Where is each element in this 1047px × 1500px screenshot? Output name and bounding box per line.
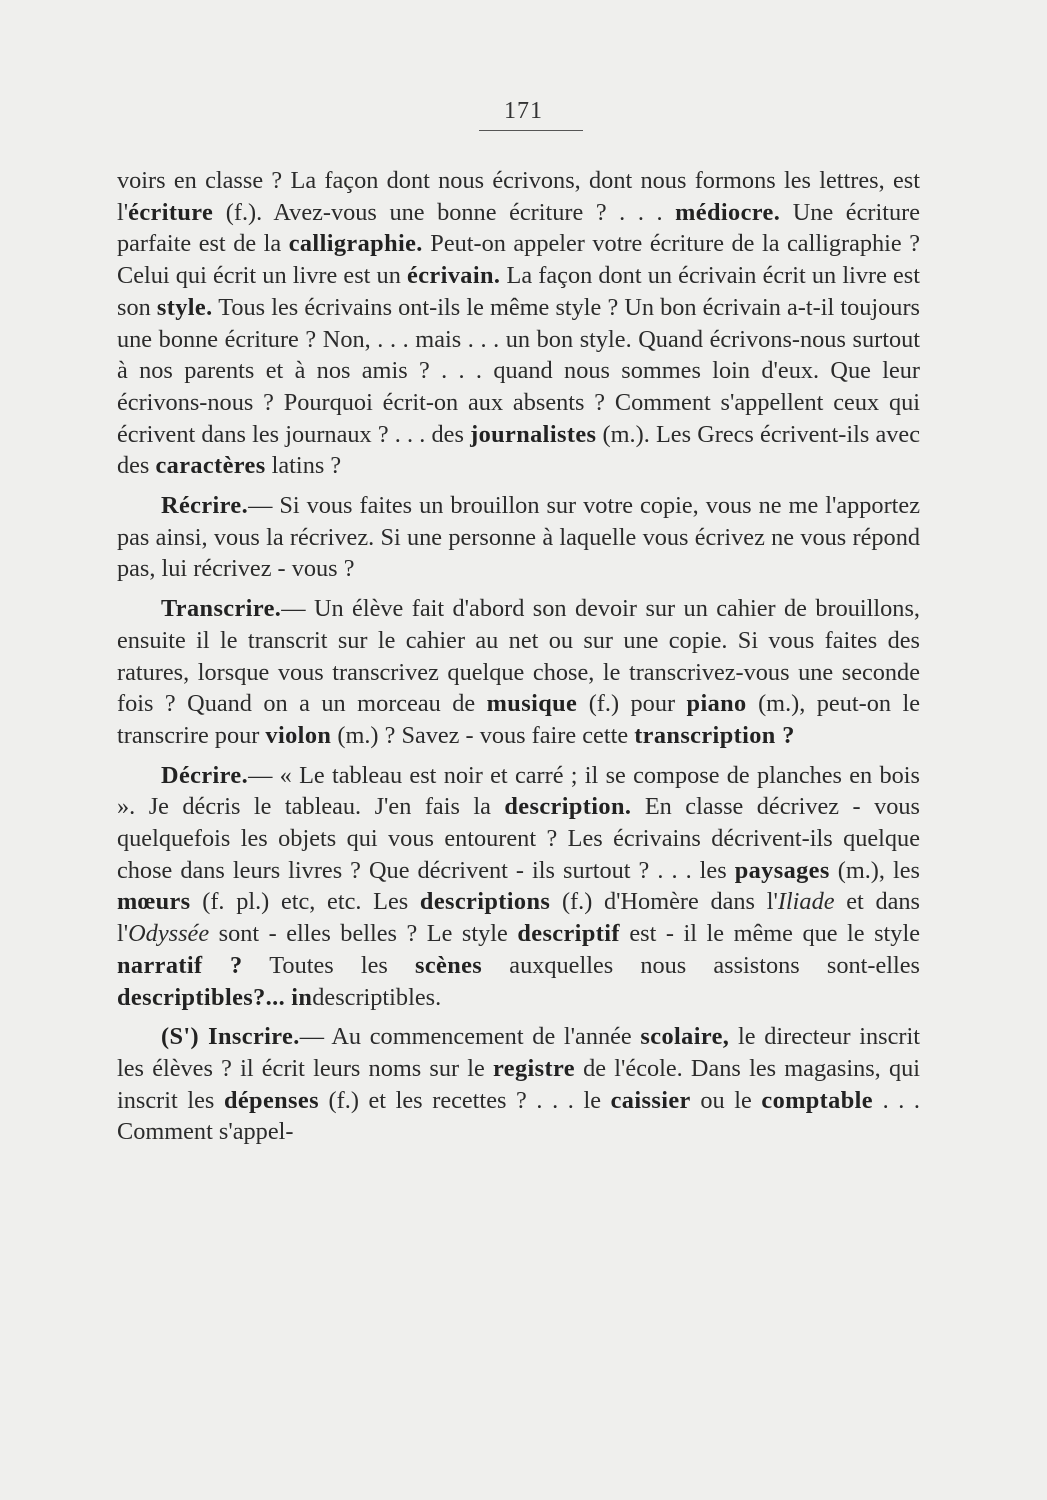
italic-title: Iliade: [777, 888, 835, 916]
text-run: latins ?: [265, 452, 342, 480]
vocabulary-term: musique: [486, 690, 578, 718]
text-run: — « Le tableau est noir et carré ; il se compose de planches en bois ». Je décris le tableau. J'en fais la: [117, 761, 920, 821]
vocabulary-term: in: [291, 983, 313, 1011]
vocabulary-term: piano: [686, 690, 747, 718]
text-run: (m.). Les Grecs écrivent-ils avec des: [117, 420, 920, 480]
vocabulary-term: comptable: [761, 1086, 873, 1114]
text-run: (m.), peut-on le transcrire pour: [117, 690, 920, 749]
text-run: Toutes les: [242, 951, 415, 979]
text-run: En classe décrivez - vous quelquefois les objets qui vous entourent ? Les écrivains décrivent-ils quelque chose dans leurs livres ? Que décrivent - ils surtout ? . . . les: [117, 793, 920, 884]
vocabulary-term: écriture: [128, 198, 214, 226]
text-run: (f.). Avez-vous une bonne écriture ? . . .: [213, 198, 676, 226]
vocabulary-term: registre: [493, 1054, 575, 1082]
paragraph-continuation: [117, 165, 920, 482]
text-run: La façon dont un écrivain écrit un livre est son: [117, 262, 920, 321]
vocabulary-term: journalistes: [470, 420, 597, 448]
vocabulary-term: médiocre.: [675, 198, 781, 226]
vocabulary-term: caissier: [610, 1086, 691, 1114]
paragraph-sinscrire: [117, 1021, 920, 1148]
text-run: — Si vous faites un brouillon sur votre copie, vous ne me l'apportez pas ainsi, vous la récrivez. Si une personne à laquelle vous écrivez ne vous répond pas, lui récrivez - vous ?: [117, 492, 920, 583]
vocabulary-term: dépenses: [223, 1086, 319, 1114]
body-text: [117, 165, 920, 1148]
vocabulary-term: paysages: [734, 856, 830, 884]
text-run: et dans l': [117, 888, 920, 948]
vocabulary-term: Décrire.: [161, 761, 249, 789]
text-run: (f.) d'Homère dans l': [550, 888, 778, 916]
vocabulary-term: écrivain.: [407, 262, 501, 290]
vocabulary-term: description.: [504, 793, 632, 821]
vocabulary-term: style.: [156, 293, 213, 321]
vocabulary-term: mœurs: [117, 888, 191, 916]
page-number: 171: [504, 98, 543, 124]
text-run: . . . Comment s'appel-: [117, 1086, 921, 1146]
text-run: sont - elles belles ? Le style: [209, 920, 518, 948]
vocabulary-term: Transcrire.: [161, 595, 282, 623]
vocabulary-term: descriptibles?...: [117, 983, 286, 1011]
text-run: (f.) pour: [577, 690, 687, 718]
paragraph-recrire: [117, 490, 920, 585]
text-run: descriptibles.: [312, 983, 442, 1011]
vocabulary-term: descriptif: [517, 920, 620, 948]
text-run: Tous les écrivains ont-ils le même style ? Un bon écrivain a-t-il toujours une bonne écriture ? Non, . . . mais . . . un bon style. Quand écrivons-nous surtout à nos parents et à nos amis ? . . . quand nous sommes loin d'eux. Que leur écrivons-nous ? Pourquoi écrit-on aux absents ? Comment s'appellent ceux qui écrivent dans les journaux ? . . . des: [117, 293, 920, 448]
vocabulary-term: violon: [265, 721, 332, 749]
vocabulary-term: descriptions: [419, 888, 551, 916]
text-run: (m.), les: [829, 856, 920, 884]
vocabulary-term: (S') Inscrire.: [161, 1023, 300, 1051]
text-run: Une écriture parfaite est de la: [117, 198, 920, 258]
vocabulary-term: caractères: [155, 452, 266, 480]
paragraph-transcrire: [117, 593, 920, 752]
text-run: — Au commencement de l'année: [299, 1023, 641, 1051]
text-run: (f. pl.) etc, etc. Les: [190, 888, 420, 916]
header-rule: [479, 130, 583, 131]
text-run: est - il le même que le style: [619, 920, 920, 948]
text-run: Peut-on appeler votre écriture de la calligraphie ? Celui qui écrit un livre est un: [117, 230, 920, 290]
text-run: le directeur inscrit les élèves ? il écrit leurs noms sur le: [117, 1023, 920, 1082]
paragraph-decrire: [117, 760, 920, 1014]
text-run: voirs en classe ? La façon dont nous écrivons, dont nous formons les lettres, est l': [117, 167, 920, 226]
text-run: auxquelles nous assistons sont-elles: [482, 951, 920, 979]
text-run: (f.) et les recettes ? . . . le: [318, 1086, 611, 1114]
vocabulary-term: calligraphie.: [288, 230, 423, 258]
vocabulary-term: scolaire,: [640, 1023, 730, 1051]
text-run: (m.) ? Savez - vous faire cette: [331, 721, 635, 749]
vocabulary-term: transcription ?: [634, 721, 795, 749]
text-run: ou le: [690, 1086, 762, 1114]
text-run: de l'école. Dans les magasins, qui inscrit les: [117, 1054, 920, 1114]
vocabulary-term: narratif ?: [117, 951, 243, 979]
italic-title: Odyssée: [128, 920, 210, 948]
text-run: — Un élève fait d'abord son devoir sur un cahier de brouillons, ensuite il le transcrit sur le cahier au net ou sur une copie. Si vous faites des ratures, lorsque vous transcrivez quelque chose, le transcrivez-vous une seconde fois ? Quand on a un morceau de: [117, 595, 920, 718]
vocabulary-term: Récrire.: [161, 492, 249, 520]
vocabulary-term: scènes: [414, 951, 483, 979]
